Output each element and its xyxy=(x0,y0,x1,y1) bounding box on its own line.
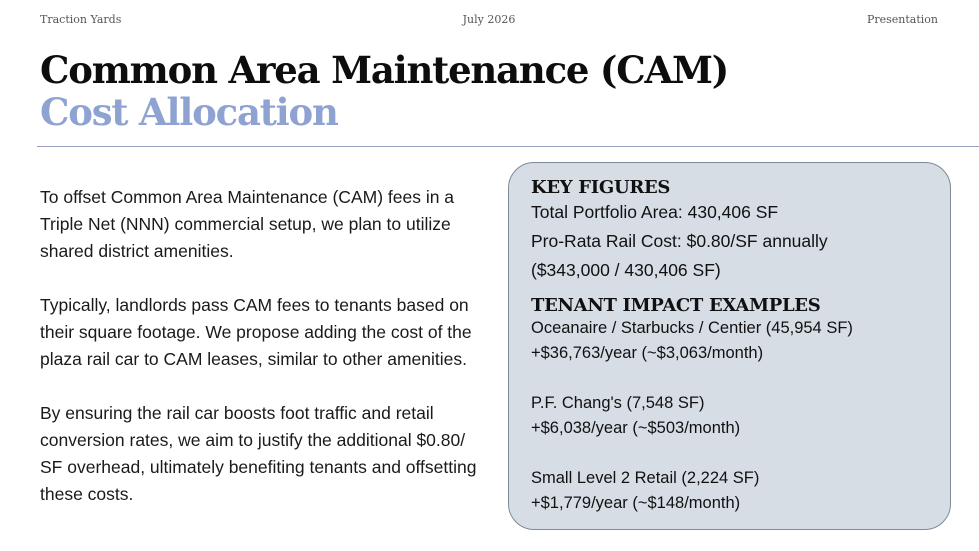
header-doc-type: Presentation xyxy=(866,13,938,26)
body-paragraph-3: By ensuring the rail car boosts foot traffic and retail conversion rates, we aim to justify the additional $0.80/ SF overhead, ultimately benefiting tenants and offsetting these costs. xyxy=(40,403,477,504)
tenant-impact: +$6,038/year (~$503/month) xyxy=(531,419,741,437)
rail-cost-formula: ($343,000 / 430,406 SF) xyxy=(531,260,721,280)
page-subtitle: Cost Allocation xyxy=(40,90,338,134)
tenant-example-2 xyxy=(531,391,930,441)
pro-rata-rail-cost: Pro-Rata Rail Cost: $0.80/SF annually xyxy=(531,231,828,251)
header-date: July 2026 xyxy=(462,13,516,26)
body-text xyxy=(40,184,492,535)
body-paragraph-1: To offset Common Area Maintenance (CAM) fees in a Triple Net (NNN) commercial setup, we plan to utilize shared district amenities. xyxy=(40,187,455,261)
body-paragraph-2: Typically, landlords pass CAM fees to tenants based on their square footage. We propose adding the cost of the plaza rail car to CAM leases, similar to other amenities. xyxy=(40,295,472,369)
key-figures-heading: KEY FIGURES xyxy=(531,177,671,198)
tenant-name: Small Level 2 Retail (2,224 SF) xyxy=(531,469,760,487)
tenant-impact: +$36,763/year (~$3,063/month) xyxy=(531,344,764,362)
slide-header xyxy=(40,13,938,27)
tenant-example-1 xyxy=(531,316,930,366)
tenant-name: Oceanaire / Starbucks / Centier (45,954 SF) xyxy=(531,319,853,337)
tenant-impact: +$1,779/year (~$148/month) xyxy=(531,494,741,512)
tenant-name: P.F. Chang's (7,548 SF) xyxy=(531,394,705,412)
key-figures-card xyxy=(508,162,951,530)
tenant-impact-heading: TENANT IMPACT EXAMPLES xyxy=(531,295,821,316)
title-divider xyxy=(37,146,979,147)
tenant-example-3 xyxy=(531,466,930,516)
page-title: Common Area Maintenance (CAM) xyxy=(40,48,729,92)
total-portfolio-area: Total Portfolio Area: 430,406 SF xyxy=(531,202,779,222)
header-project-name: Traction Yards xyxy=(40,13,122,26)
